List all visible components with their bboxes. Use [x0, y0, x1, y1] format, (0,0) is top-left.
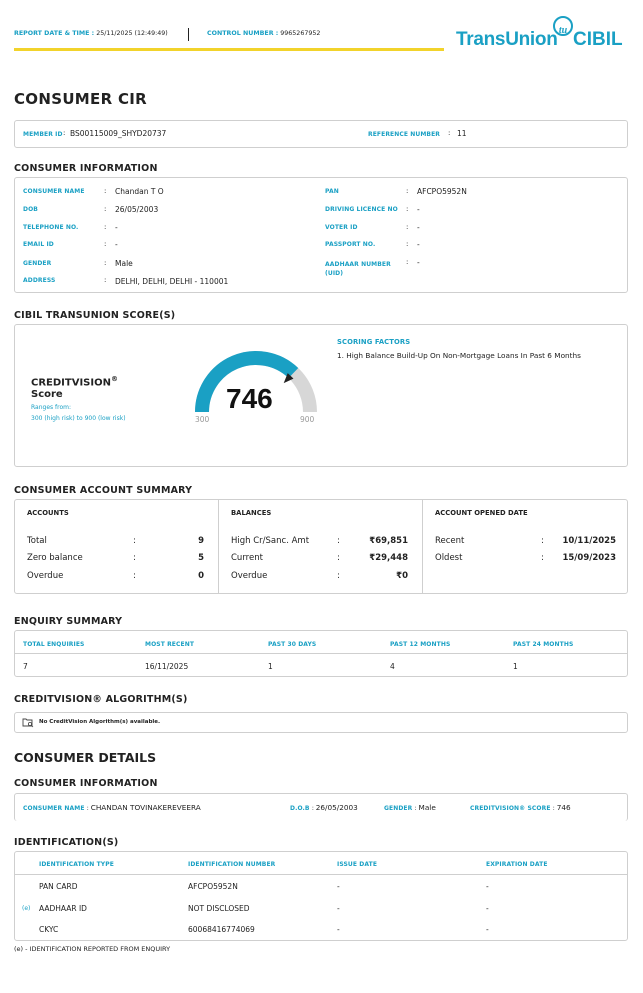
colon: : [406, 258, 409, 266]
enquiry-12m-value: 4 [390, 662, 395, 671]
cd-dob-label: D.O.B [290, 805, 310, 812]
balances-high-label: High Cr/Sanc. Amt [231, 536, 310, 546]
id-col-expiry: EXPIRATION DATE [486, 861, 548, 868]
enquiry-col-30: PAST 30 DAYS [268, 641, 317, 648]
score-heading: CIBIL TRANSUNION SCORE(S) [14, 310, 176, 321]
report-date-value: 25/11/2025 (12:49:49) [96, 30, 168, 37]
balances-heading: BALANCES [231, 509, 272, 517]
control-number-label: CONTROL NUMBER : [207, 30, 279, 37]
colon: : [104, 223, 107, 231]
colon: : [406, 205, 409, 213]
opened-recent-label: Recent [435, 536, 465, 546]
header-divider [188, 28, 189, 41]
dob-value: 26/05/2003 [115, 205, 159, 214]
balances-high-value: ₹69,851 [369, 536, 408, 546]
page-title: CONSUMER CIR [14, 90, 147, 108]
address-label: ADDRESS [23, 277, 56, 284]
gender-label: GENDER [23, 260, 52, 267]
control-number-value: 9965267952 [280, 30, 321, 37]
colon: : [104, 205, 107, 213]
consumer-name-label: CONSUMER NAME [23, 188, 85, 195]
accounts-total-value: 9 [198, 536, 204, 546]
colon: : [448, 129, 451, 137]
transunion-cibil-logo [456, 15, 631, 55]
identification-heading: IDENTIFICATION(S) [14, 837, 119, 848]
cd-gender-value: Male [418, 803, 436, 812]
id-col-type: IDENTIFICATION TYPE [39, 861, 114, 868]
enquiry-header-divider [15, 653, 627, 654]
colon: : [133, 536, 136, 546]
accounts-zero-value: 5 [198, 553, 204, 563]
consumer-details-name: CONSUMER NAME : CHANDAN TOVINAKEREVEERA [23, 803, 201, 812]
cd-dob-value: 26/05/2003 [315, 803, 358, 812]
colon: : [406, 187, 409, 195]
colon: : [337, 536, 340, 546]
scoring-factors-heading: SCORING FACTORS [337, 338, 411, 346]
accounts-zero-label: Zero balance [27, 553, 83, 563]
score-min: 300 [195, 415, 210, 424]
account-summary-box [14, 499, 628, 594]
id-row-aadhaar-marker: (e) [22, 905, 31, 912]
colon: : [104, 276, 107, 284]
aadhaar-label-line1: AADHAAR NUMBER [325, 261, 391, 268]
telephone-label: TELEPHONE NO. [23, 224, 79, 231]
scoring-factor-item: 1. High Balance Build-Up On Non-Mortgage Loans In Past 6 Months [337, 351, 581, 360]
aadhaar-label [325, 260, 391, 278]
accounts-heading: ACCOUNTS [27, 509, 69, 517]
enquiry-col-total: TOTAL ENQUIRIES [23, 641, 85, 648]
colon: : [541, 553, 544, 563]
dob-label: DOB [23, 206, 38, 213]
id-row-pan-expiry: - [486, 882, 489, 891]
reference-number-label: REFERENCE NUMBER [368, 131, 441, 138]
cd-score-label: CREDITVISION® SCORE [470, 805, 551, 812]
cd-score-value: 746 [556, 803, 571, 812]
id-col-issue: ISSUE DATE [337, 861, 378, 868]
tu-badge-text: tu [558, 25, 568, 36]
colon: : [337, 553, 340, 563]
enquiry-total-value: 7 [23, 662, 28, 671]
report-date-label: REPORT DATE & TIME : [14, 30, 95, 37]
balances-overdue-label: Overdue [231, 571, 268, 581]
voter-id-value: - [417, 223, 420, 232]
balances-current-value: ₹29,448 [369, 553, 408, 563]
control-number [207, 30, 320, 37]
cd-name-value: CHANDAN TOVINAKEREVEERA [90, 803, 201, 812]
pan-value: AFCPO5952N [417, 187, 467, 196]
consumer-details-gender: GENDER : Male [384, 803, 436, 812]
opened-oldest-value: 15/09/2023 [562, 553, 616, 563]
id-row-aadhaar-number: NOT DISCLOSED [188, 904, 250, 913]
id-row-aadhaar-issue: - [337, 904, 340, 913]
id-col-number: IDENTIFICATION NUMBER [188, 861, 276, 868]
header-accent-bar [14, 48, 444, 51]
balances-current-label: Current [231, 553, 263, 563]
consumer-details-dob: D.O.B : 26/05/2003 [290, 803, 358, 812]
colon: : [104, 259, 107, 267]
email-label: EMAIL ID [23, 241, 54, 248]
colon: : [104, 240, 107, 248]
consumer-details-title: CONSUMER DETAILS [14, 750, 157, 765]
consumer-details-score: CREDITVISION® SCORE : 746 [470, 803, 571, 812]
id-row-pan-type: PAN CARD [39, 882, 78, 891]
id-row-ckyc-type: CKYC [39, 925, 59, 934]
id-row-aadhaar-expiry: - [486, 904, 489, 913]
opened-oldest-label: Oldest [435, 553, 463, 563]
accounts-overdue-value: 0 [198, 571, 204, 581]
balances-overdue-value: ₹0 [396, 571, 408, 581]
enquiry-24m-value: 1 [513, 662, 518, 671]
aadhaar-value: - [417, 258, 420, 267]
summary-divider [218, 500, 219, 593]
passport-value: - [417, 240, 420, 249]
colon: : [133, 553, 136, 563]
consumer-info-heading: CONSUMER INFORMATION [14, 163, 158, 174]
colon: : [406, 223, 409, 231]
score-range-line1: Ranges from: [31, 404, 72, 411]
enquiry-col-12m: PAST 12 MONTHS [390, 641, 451, 648]
cd-name-label: CONSUMER NAME [23, 805, 85, 812]
pan-label: PAN [325, 188, 339, 195]
algorithm-message: No CreditVision Algorithm(s) available. [39, 719, 161, 725]
reference-number-value: 11 [457, 129, 467, 138]
summary-divider [422, 500, 423, 593]
colon: : [406, 240, 409, 248]
creditvision-score-word: Score [31, 389, 63, 401]
id-row-ckyc-issue: - [337, 925, 340, 934]
enquiry-col-24m: PAST 24 MONTHS [513, 641, 574, 648]
score-max: 900 [300, 415, 315, 424]
score-range [31, 402, 126, 424]
registered-mark: ® [110, 375, 118, 383]
id-row-ckyc-expiry: - [486, 925, 489, 934]
colon: : [63, 129, 66, 137]
id-row-aadhaar-type: AADHAAR ID [39, 904, 87, 913]
id-row-pan-number: AFCPO5952N [188, 882, 238, 891]
gender-value: Male [115, 259, 133, 268]
address-value: DELHI, DELHI, DELHI - 110001 [115, 277, 229, 286]
creditvision-name: CREDITVISION [31, 377, 111, 389]
email-value: - [115, 240, 118, 249]
passport-label: PASSPORT NO. [325, 241, 376, 248]
driving-licence-value: - [417, 205, 420, 214]
identification-header-divider [15, 874, 627, 875]
opened-recent-value: 10/11/2025 [562, 536, 616, 546]
voter-id-label: VOTER ID [325, 224, 358, 231]
enquiry-summary-heading: ENQUIRY SUMMARY [14, 616, 123, 627]
colon: : [541, 536, 544, 546]
colon: : [104, 187, 107, 195]
opened-heading: ACCOUNT OPENED DATE [435, 509, 528, 517]
identification-footnote: (e) - IDENTIFICATION REPORTED FROM ENQUIRY [14, 945, 171, 953]
member-id-label: MEMBER ID [23, 131, 63, 138]
cd-gender-label: GENDER [384, 805, 413, 812]
creditvision-title [31, 373, 118, 401]
algorithm-heading: CREDITVISION® ALGORITHM(S) [14, 694, 188, 705]
score-value: 746 [226, 383, 273, 414]
id-row-ckyc-number: 60068416774069 [188, 925, 255, 934]
aadhaar-label-line2: (UID) [325, 270, 344, 277]
colon: : [133, 571, 136, 581]
telephone-value: - [115, 223, 118, 232]
account-summary-heading: CONSUMER ACCOUNT SUMMARY [14, 485, 193, 496]
member-id-value: BS00115009_SHYD20737 [70, 129, 167, 138]
tu-badge-icon [553, 16, 573, 36]
consumer-name-value: Chandan T O [115, 187, 164, 196]
driving-licence-label: DRIVING LICENCE NO [325, 206, 398, 213]
logo-transunion-text: TransUnion [456, 29, 558, 50]
report-date [14, 30, 168, 37]
enquiry-col-recent: MOST RECENT [145, 641, 195, 648]
score-range-line2: 300 (high risk) to 900 (low risk) [31, 415, 126, 422]
accounts-total-label: Total [27, 536, 47, 546]
folder-search-icon [22, 717, 34, 728]
enquiry-recent-value: 16/11/2025 [145, 662, 189, 671]
accounts-overdue-label: Overdue [27, 571, 64, 581]
colon: : [337, 571, 340, 581]
consumer-details-info-heading: CONSUMER INFORMATION [14, 778, 158, 789]
logo-cibil-text: CIBIL [573, 29, 623, 50]
id-row-pan-issue: - [337, 882, 340, 891]
enquiry-30-value: 1 [268, 662, 273, 671]
